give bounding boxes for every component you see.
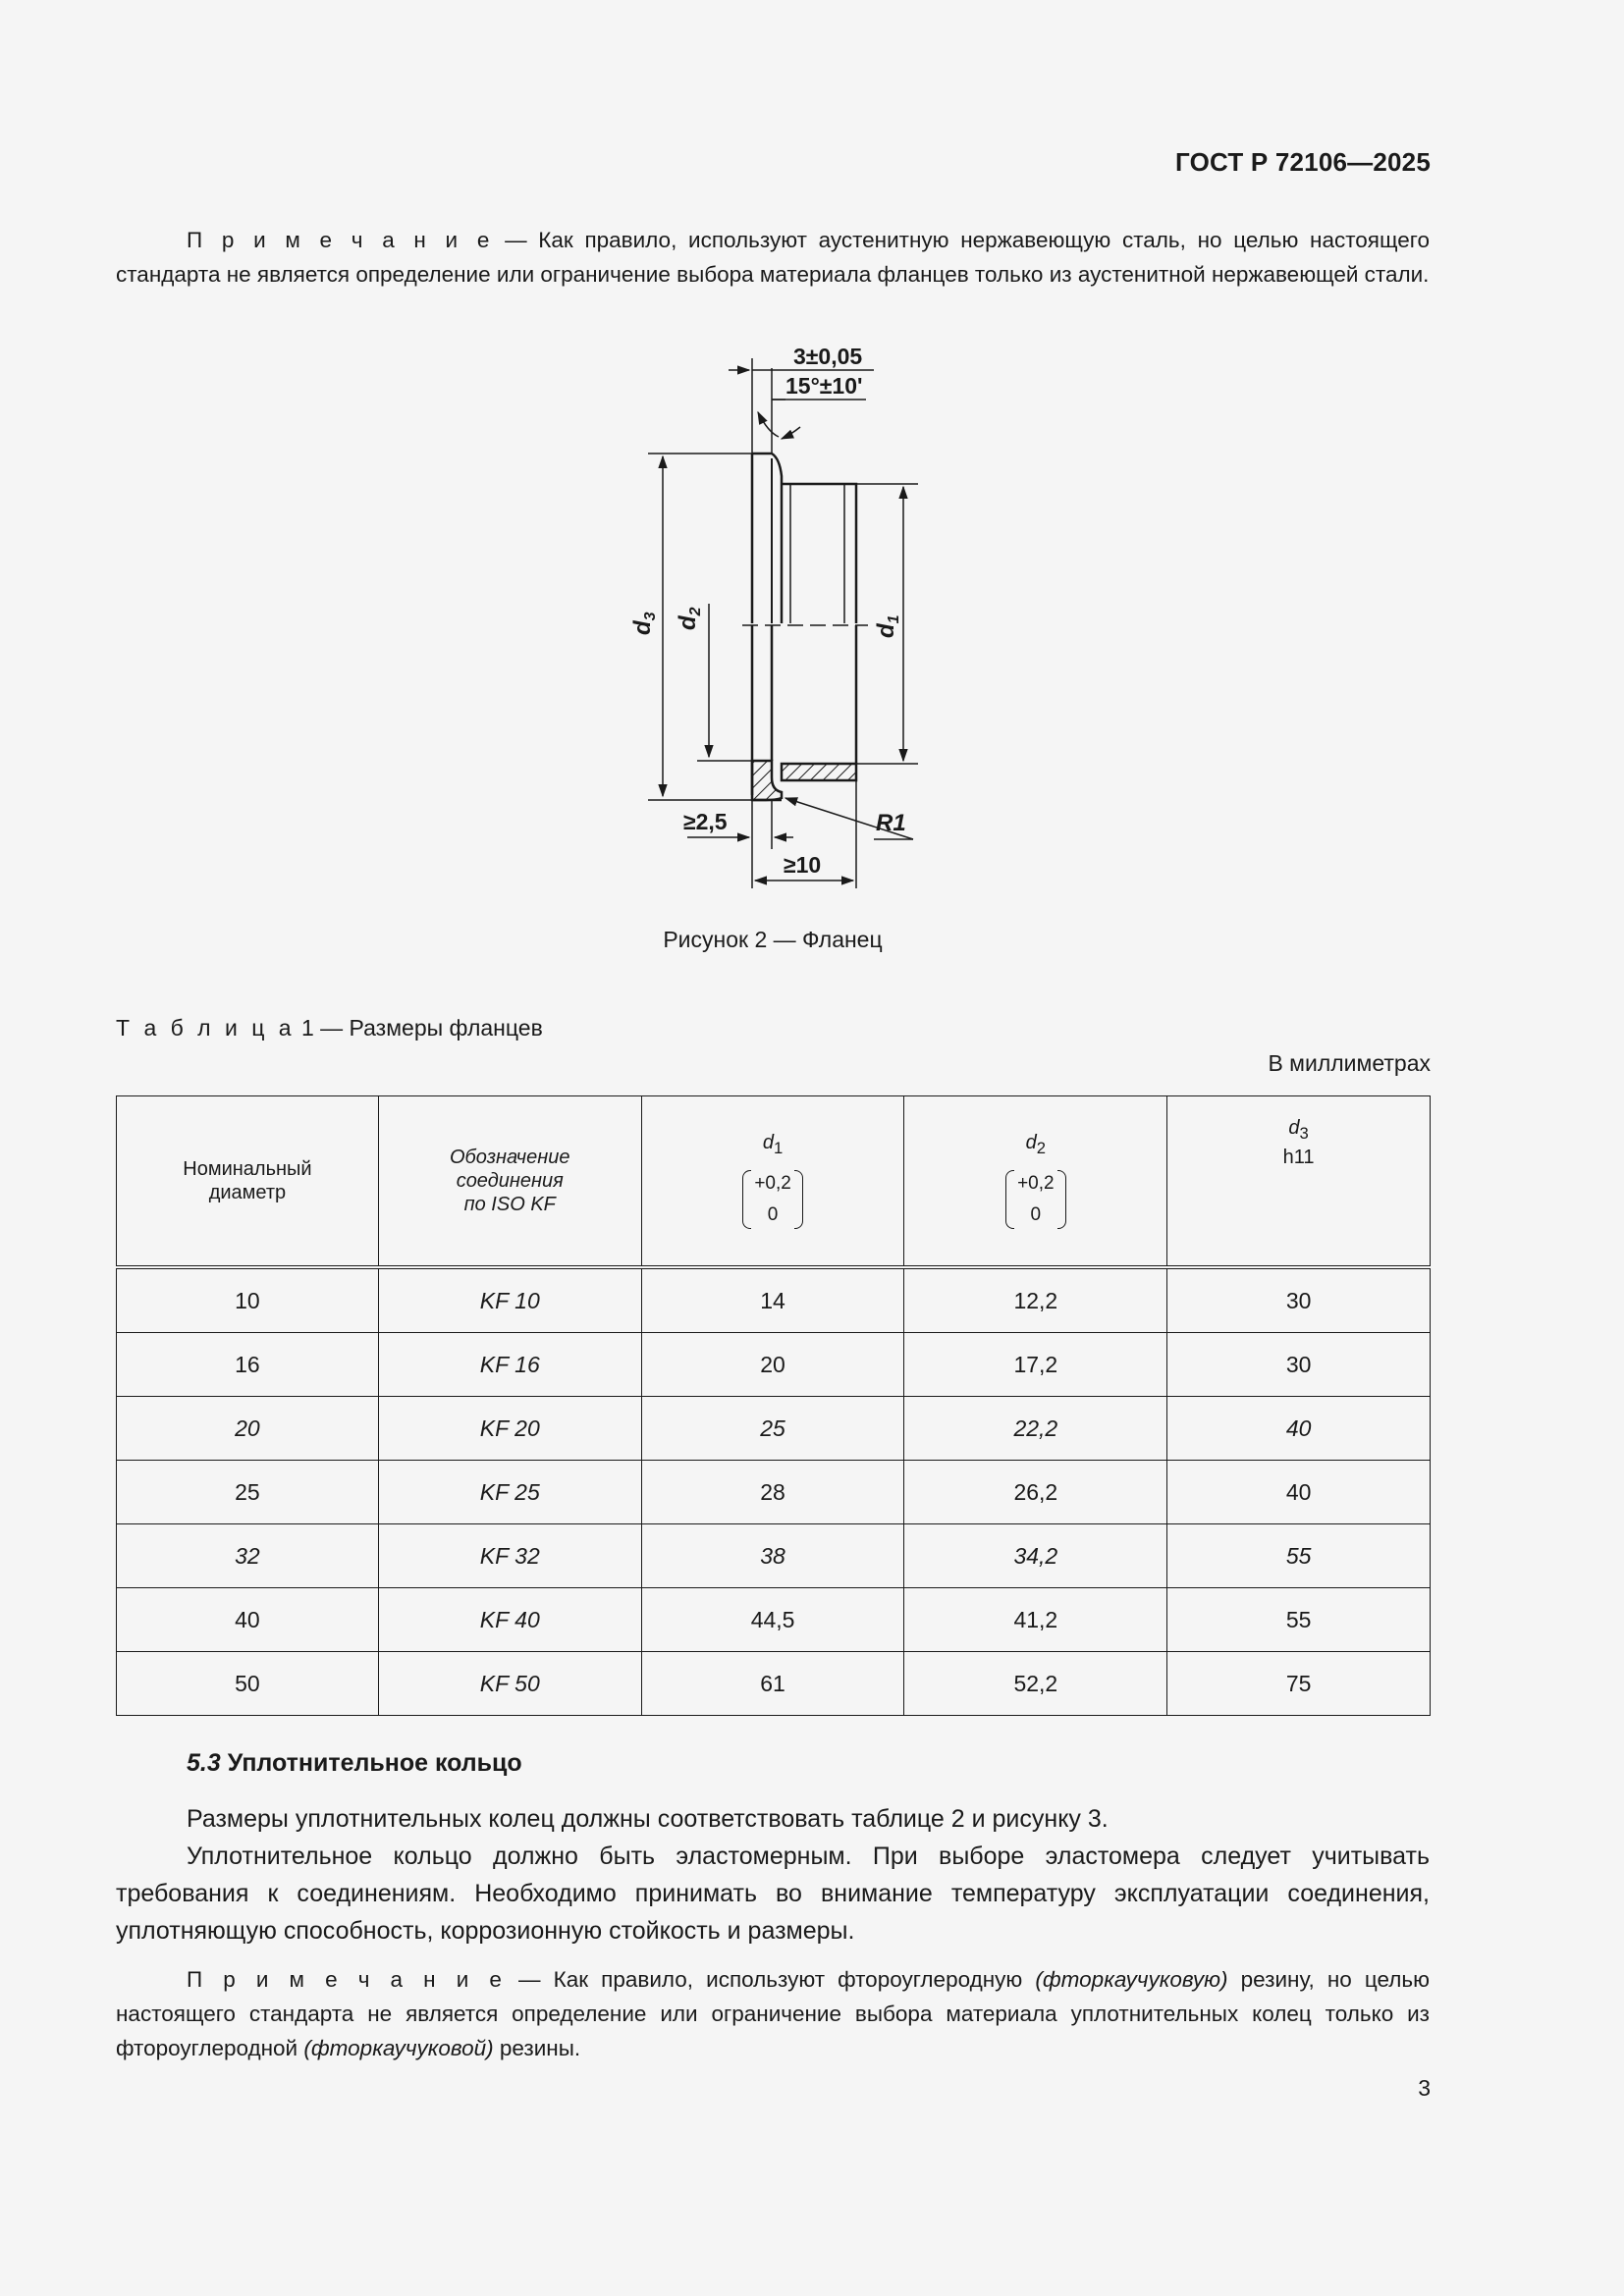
header-d1: $d_1$ +0,2 0 — [641, 1096, 904, 1268]
cell-d1: 38 — [641, 1524, 904, 1588]
cell-d2: 26,2 — [904, 1461, 1167, 1524]
dim-d2: $d_2$ — [675, 607, 704, 630]
dim-d1: $d_1$ — [873, 614, 902, 638]
cell-nominal: 32 — [117, 1524, 379, 1588]
dim-d3: $d_3$ — [629, 612, 659, 635]
table-row — [117, 1267, 1431, 1333]
cell-kf: KF 25 — [378, 1461, 641, 1524]
note-seal-material: П р и м е ч а н и е — Как правило, используют фтороуглеродную (фторкаучуковую) резину, но целью настоящего стандарта не является определение или ограничение выбора материала уплотнительных колец только из фтороуглеродной (фторкаучуковой) резины. — [116, 1967, 1430, 2060]
cell-kf: KF 20 — [378, 1397, 641, 1461]
flange-dimensions-table — [116, 1095, 1431, 1716]
cell-d3: 55 — [1167, 1588, 1431, 1652]
note-label: П р и м е ч а н и е — [187, 228, 494, 252]
tube-section-hatched — [782, 764, 856, 780]
table-row — [117, 1588, 1431, 1652]
table-row — [117, 1461, 1431, 1524]
table-row — [117, 1397, 1431, 1461]
cell-d3: 55 — [1167, 1524, 1431, 1588]
paragraph-elastomer: Уплотнительное кольцо должно быть эластомерным. При выборе эластомера следует учитывать требования к соединениям. Необходимо принимать во внимание температуру эксплуатации соединения, уплотняющую способность, коррозионную стойкость и размеры. — [116, 1842, 1430, 1945]
header-d3: $d_3$ h11 — [1167, 1096, 1431, 1268]
figure-caption: Рисунок 2 — Фланец — [663, 927, 883, 952]
cell-nominal: 50 — [117, 1652, 379, 1716]
cell-d2: 34,2 — [904, 1524, 1167, 1588]
cell-d1: 20 — [641, 1333, 904, 1397]
dim-angle: 15°±10' — [785, 373, 863, 399]
cell-d2: 22,2 — [904, 1397, 1167, 1461]
cell-d1: 28 — [641, 1461, 904, 1524]
page-number: 3 — [1418, 2075, 1431, 2101]
header-nominal-diameter: Номинальный диаметр — [117, 1096, 379, 1268]
cell-d1: 44,5 — [641, 1588, 904, 1652]
paragraph-dimensions: Размеры уплотнительных колец должны соответствовать таблице 2 и рисунку 3. — [187, 1805, 1109, 1833]
table-header-row — [117, 1096, 1431, 1268]
cell-nominal: 25 — [117, 1461, 379, 1524]
section-body — [116, 1800, 1430, 1949]
note-material-flanges — [116, 223, 1430, 292]
dim-thickness: 3±0,05 — [793, 344, 863, 369]
table-title: Т а б л и ц а 1 — Размеры фланцев — [116, 1015, 543, 1041]
flange-drawing — [589, 339, 1041, 898]
cell-kf: KF 32 — [378, 1524, 641, 1588]
flange-plate-outline — [752, 454, 782, 623]
cell-d1: 61 — [641, 1652, 904, 1716]
cell-d3: 30 — [1167, 1333, 1431, 1397]
cell-d1: 14 — [641, 1267, 904, 1333]
cell-kf: KF 16 — [378, 1333, 641, 1397]
document-code: ГОСТ Р 72106—2025 — [1175, 147, 1431, 177]
tolerance-bracket: +0,2 0 — [742, 1168, 803, 1231]
table-row — [117, 1652, 1431, 1716]
cell-nominal: 16 — [117, 1333, 379, 1397]
cell-d3: 40 — [1167, 1397, 1431, 1461]
dim-min-2-5: ≥2,5 — [683, 809, 728, 834]
dim-min-10: ≥10 — [784, 852, 822, 878]
table-row — [117, 1333, 1431, 1397]
header-iso-kf-designation: Обозначение соединения по ISO KF — [378, 1096, 641, 1268]
tolerance-bracket: +0,2 0 — [1005, 1168, 1066, 1231]
flange-section-hatched — [752, 761, 782, 800]
cell-d3: 30 — [1167, 1267, 1431, 1333]
cell-d3: 40 — [1167, 1461, 1431, 1524]
cell-nominal: 10 — [117, 1267, 379, 1333]
cell-d2: 52,2 — [904, 1652, 1167, 1716]
cell-d1: 25 — [641, 1397, 904, 1461]
section-heading: 5.3 Уплотнительное кольцо — [187, 1749, 522, 1777]
cell-d2: 17,2 — [904, 1333, 1167, 1397]
cell-d3: 75 — [1167, 1652, 1431, 1716]
cell-d2: 41,2 — [904, 1588, 1167, 1652]
cell-nominal: 40 — [117, 1588, 379, 1652]
note-text: — Как правило, используют аустенитную нержавеющую сталь, но целью настоящего стандарта не является определение или ограничение выбора материала фланцев только из аустенитной нержавеющей стали. — [116, 228, 1430, 287]
header-d2: $d_2$ +0,2 0 — [904, 1096, 1167, 1268]
cell-kf: KF 50 — [378, 1652, 641, 1716]
cell-nominal: 20 — [117, 1397, 379, 1461]
cell-kf: KF 10 — [378, 1267, 641, 1333]
cell-kf: KF 40 — [378, 1588, 641, 1652]
table-row — [117, 1524, 1431, 1588]
dim-radius: R1 — [876, 810, 906, 836]
cell-d2: 12,2 — [904, 1267, 1167, 1333]
table-unit: В миллиметрах — [1268, 1050, 1431, 1076]
